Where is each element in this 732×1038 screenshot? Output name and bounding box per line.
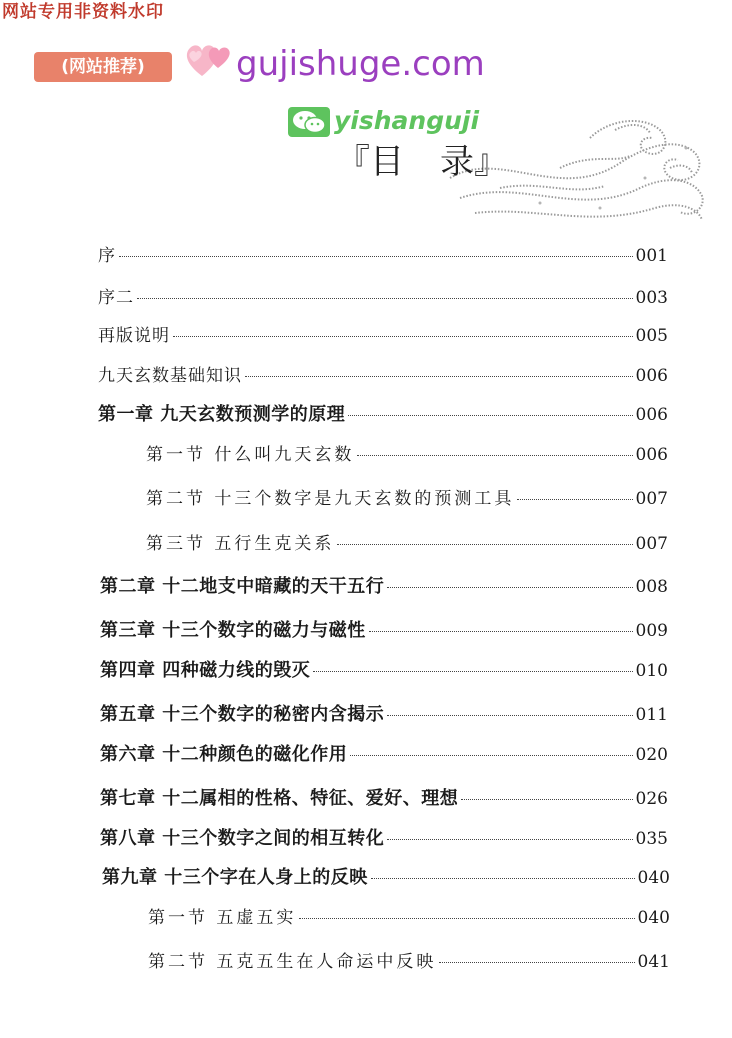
toc-section-page: 040 [637, 908, 670, 928]
watermark-text: 网站专用非资料水印 [2, 2, 164, 22]
site-recommend-tag: (网站推荐) [34, 52, 172, 82]
toc-chapter-label: 第一章 九天玄数预测学的原理 [98, 404, 346, 425]
toc-chapter[interactable] [100, 575, 668, 599]
toc-section[interactable] [146, 532, 668, 556]
toc-chapter[interactable] [100, 787, 668, 811]
toc-section[interactable] [148, 950, 670, 974]
leader-dots [461, 799, 632, 800]
leader-dots [517, 499, 632, 500]
toc-entry-page: 003 [635, 288, 668, 308]
toc-entry-page: 006 [635, 366, 668, 386]
toc-chapter-page: 006 [635, 405, 668, 425]
toc-chapter-page: 020 [635, 745, 668, 765]
leader-dots [245, 376, 633, 377]
leader-dots [313, 671, 632, 672]
leader-dots [350, 755, 632, 756]
toc-chapter-page: 009 [635, 621, 668, 641]
toc-section-label: 第三节 五行生克关系 [146, 534, 335, 554]
toc-section-label: 第一节 五虚五实 [148, 908, 297, 928]
toc-entry[interactable] [98, 364, 668, 388]
toc-entry-label: 序 [98, 246, 116, 266]
toc-section[interactable] [146, 443, 668, 467]
toc-chapter-label: 第二章 十二地支中暗藏的天干五行 [100, 576, 385, 597]
toc-chapter[interactable] [100, 619, 668, 643]
toc-chapter[interactable] [98, 403, 668, 427]
toc-chapter-label: 第七章 十二属相的性格、特征、爱好、理想 [100, 788, 459, 809]
title-char-1: 目 [370, 142, 404, 182]
wechat-id: yishanguji [334, 106, 480, 135]
leader-dots [119, 256, 633, 257]
leader-dots [387, 839, 632, 840]
toc-chapter-label: 第八章 十三个数字之间的相互转化 [100, 828, 385, 849]
toc-section-label: 第二节 十三个数字是九天玄数的预测工具 [146, 489, 515, 509]
toc-section-label: 第二节 五克五生在人命运中反映 [148, 952, 437, 972]
toc-chapter-label: 第六章 十二种颜色的磁化作用 [100, 744, 348, 765]
toc-entry-page: 005 [635, 326, 668, 346]
toc-section[interactable] [146, 487, 668, 511]
toc-entry[interactable] [98, 324, 668, 348]
toc-entry-label: 再版说明 [98, 326, 170, 346]
leader-dots [137, 298, 633, 299]
leader-dots [387, 715, 632, 716]
leader-dots [357, 455, 632, 456]
toc-entry[interactable] [98, 244, 668, 268]
toc-chapter-page: 010 [635, 661, 668, 681]
toc-section-page: 007 [635, 489, 668, 509]
site-url: gujishuge.com [236, 44, 485, 84]
toc-chapter[interactable] [100, 703, 668, 727]
toc-chapter-label: 第五章 十三个数字的秘密内含揭示 [100, 704, 385, 725]
toc-chapter[interactable] [100, 827, 668, 851]
toc-entry-label: 序二 [98, 288, 134, 308]
leader-dots [337, 544, 632, 545]
toc-chapter-label: 第九章 十三个字在人身上的反映 [102, 867, 368, 888]
toc-chapter-page: 040 [637, 868, 670, 888]
toc-chapter-page: 026 [635, 789, 668, 809]
toc-section[interactable] [148, 906, 670, 930]
toc-chapter-page: 008 [635, 577, 668, 597]
leader-dots [348, 415, 632, 416]
toc-entry-label: 九天玄数基础知识 [98, 366, 242, 386]
title-char-2: 录 [440, 142, 474, 182]
toc-chapter[interactable] [100, 743, 668, 767]
toc-section-label: 第一节 什么叫九天玄数 [146, 445, 355, 465]
toc-section-page: 041 [637, 952, 670, 972]
leader-dots [369, 631, 633, 632]
leader-dots [299, 918, 634, 919]
toc-chapter-page: 035 [635, 829, 668, 849]
leader-dots [371, 878, 635, 879]
leader-dots [439, 962, 634, 963]
toc-chapter[interactable] [100, 659, 668, 683]
toc-chapter-label: 第三章 十三个数字的磁力与磁性 [100, 620, 366, 641]
toc-chapter-page: 011 [635, 705, 668, 725]
title-open-bracket: 『 [336, 142, 370, 182]
toc-chapter[interactable] [102, 866, 670, 890]
leader-dots [387, 587, 632, 588]
toc-section-page: 007 [635, 534, 668, 554]
leader-dots [173, 336, 633, 337]
toc-entry[interactable] [98, 286, 668, 310]
toc-section-page: 006 [635, 445, 668, 465]
toc-chapter-label: 第四章 四种磁力线的毁灭 [100, 660, 311, 681]
title-close-bracket: 』 [474, 142, 508, 182]
toc-entry-page: 001 [635, 246, 668, 266]
